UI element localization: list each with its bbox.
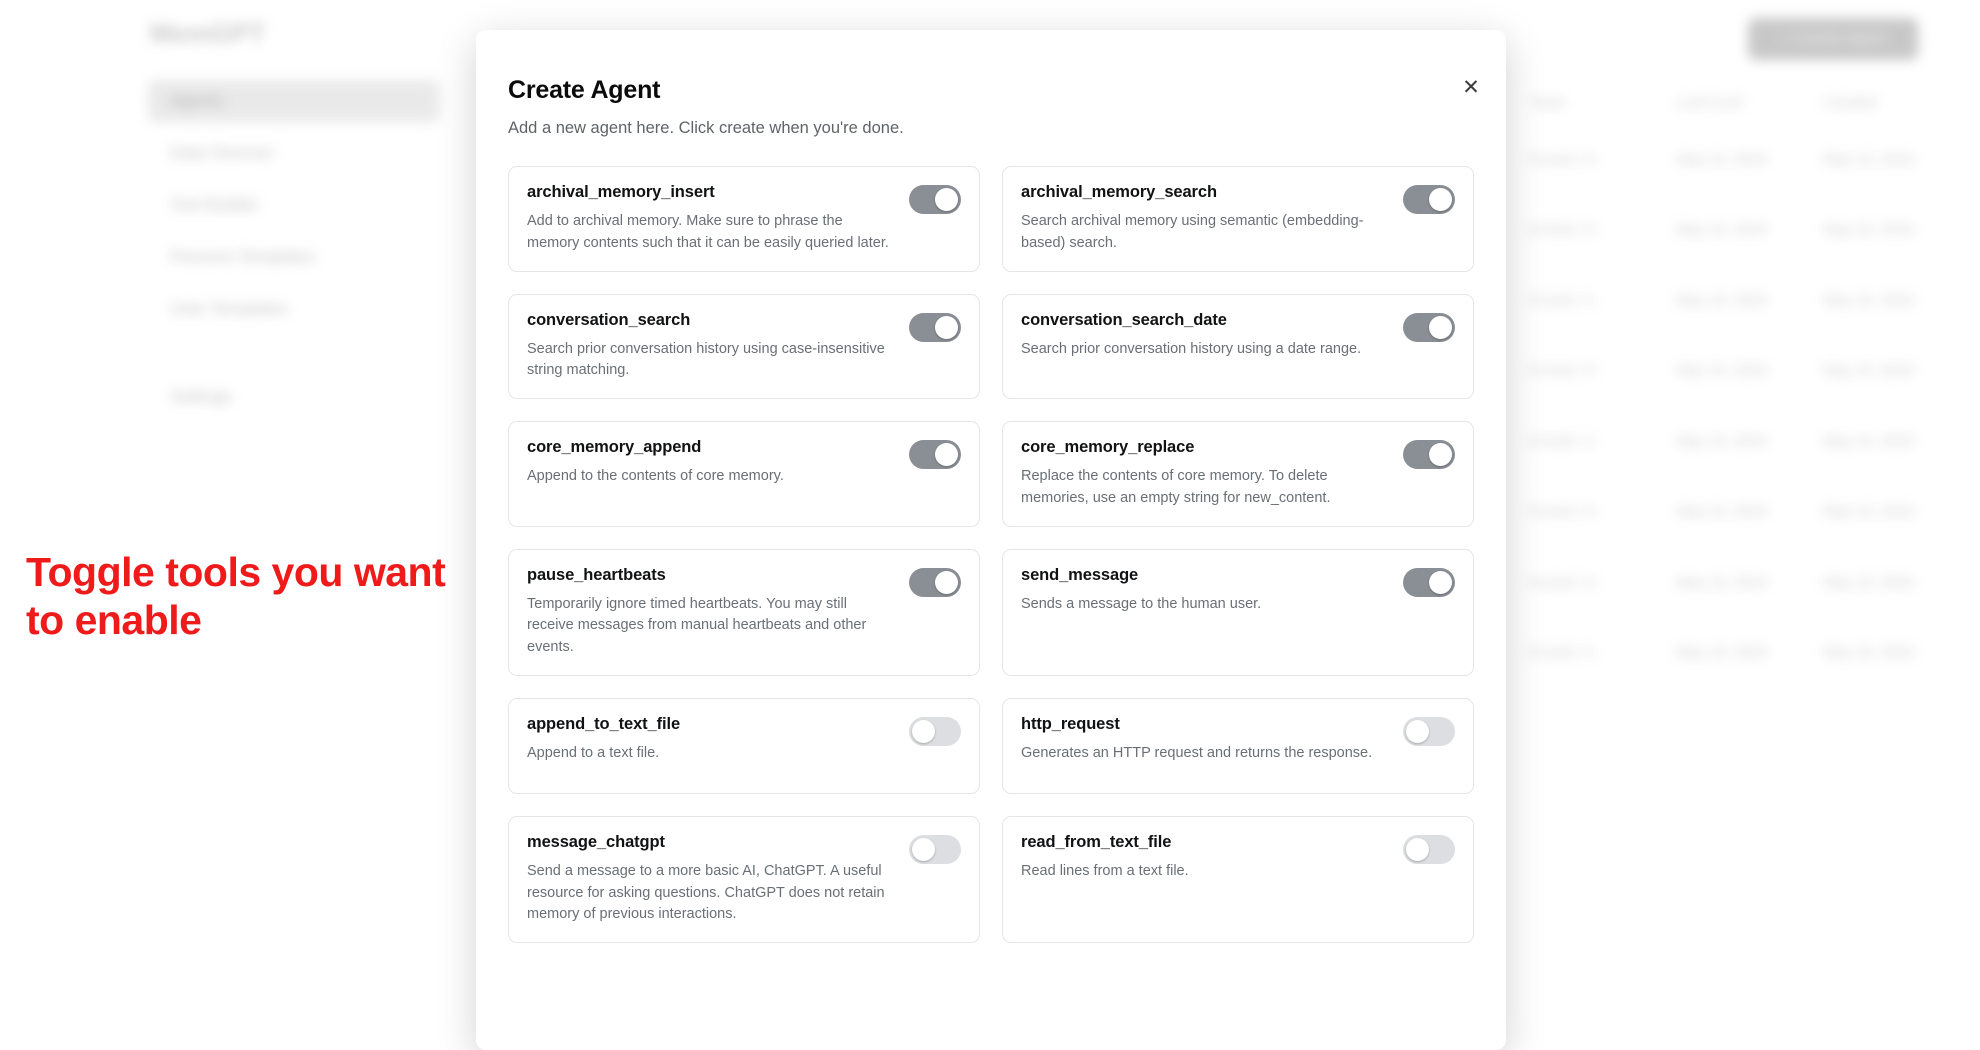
tool-name: conversation_search_date — [1021, 310, 1227, 329]
tool-name: append_to_text_file — [527, 714, 681, 733]
cell-tools: 8 tools / 1 — [1530, 432, 1596, 450]
tool-card-read-from-text-file — [1002, 816, 1474, 943]
tool-toggle-archival-memory-search[interactable] — [1403, 185, 1455, 214]
tool-toggle-http-request[interactable] — [1403, 717, 1455, 746]
tool-toggle-archival-memory-insert[interactable] — [909, 185, 961, 214]
tool-name: http_request — [1021, 714, 1120, 733]
create-agent-button[interactable]: + Create Agent — [1748, 18, 1918, 60]
table-row[interactable] — [1530, 642, 1930, 665]
tool-description: Search archival memory using semantic (embedding-based) search. — [1021, 213, 1364, 251]
sidebar-item-data-sources[interactable]: Data Sources — [170, 143, 273, 162]
tool-name: archival_memory_search — [1021, 183, 1217, 201]
cell-tools: 8 tools / 1 — [1530, 291, 1596, 309]
cell-llm-conf: May 10, 2024 — [1676, 291, 1768, 309]
cell-created: May 10, 2024 — [1823, 362, 1915, 379]
cell-tools: 8 tools / 0 — [1530, 362, 1596, 379]
sidebar-item-agents[interactable]: Agents — [148, 80, 440, 122]
sidebar-item-tool-builder[interactable]: Tool Builder — [170, 195, 259, 214]
column-header-llm-conf: LLM Conf. — [1676, 94, 1746, 111]
tool-description: Append to the contents of core memory. — [527, 468, 784, 484]
tool-name: core_memory_append — [527, 438, 702, 456]
tool-description: Search prior conversation history using case-insensitive string matching. — [527, 340, 885, 379]
tool-name: message_chatgpt — [527, 832, 665, 851]
tool-description: Replace the contents of core memory. To delete memories, use an empty string for new_content. — [1021, 468, 1331, 506]
tool-toggle-read-from-text-file[interactable] — [1403, 835, 1455, 864]
tool-toggle-core-memory-append[interactable] — [909, 440, 961, 469]
sidebar — [148, 80, 440, 428]
tool-list — [508, 166, 1474, 943]
annotation-text: Toggle tools you want to enable — [26, 549, 446, 644]
tool-toggle-conversation-search-date[interactable] — [1403, 313, 1455, 342]
table-row[interactable] — [1530, 219, 1930, 242]
cell-tools: 8 tools / 0 — [1530, 221, 1596, 238]
table-row[interactable] — [1530, 431, 1930, 454]
tool-description: Sends a message to the human user. — [1021, 595, 1262, 612]
agents-table — [1530, 92, 1930, 713]
tool-card-core-memory-append — [508, 421, 980, 527]
cell-tools: 8 tools / 1 — [1530, 644, 1596, 661]
sidebar-item-user-templates[interactable]: User Templates — [170, 299, 288, 318]
cell-tools: 8 tools / 0 — [1530, 503, 1596, 520]
tool-toggle-send-message[interactable] — [1403, 568, 1455, 597]
cell-llm-conf: May 10, 2024 — [1676, 150, 1768, 168]
app-logo: MemGPT — [150, 18, 266, 48]
cell-created: May 10, 2024 — [1823, 432, 1915, 450]
tool-card-http-request — [1002, 698, 1474, 794]
page-title: Create Agent — [508, 76, 661, 104]
tool-toggle-message-chatgpt[interactable] — [909, 835, 961, 864]
tool-name: pause_heartbeats — [527, 565, 666, 584]
tool-description: Search prior conversation history using a date range. — [1021, 340, 1362, 357]
tool-description: Temporarily ignore timed heartbeats. You may still receive messages from manual heartbeats and other events. — [527, 595, 867, 655]
modal-subtitle: Add a new agent here. Click create when you're done. — [508, 119, 904, 137]
tool-card-message-chatgpt — [508, 816, 980, 943]
column-header-tools: Tools — [1530, 94, 1566, 111]
table-row[interactable] — [1530, 149, 1930, 172]
table-row[interactable] — [1530, 360, 1930, 383]
tool-card-conversation-search-date — [1002, 294, 1474, 400]
cell-llm-conf: May 10, 2024 — [1676, 432, 1768, 450]
cell-tools: 8 tools / 0 — [1530, 573, 1596, 591]
tool-description: Generates an HTTP request and returns the response. — [1021, 744, 1373, 761]
table-row[interactable] — [1530, 290, 1930, 313]
tool-card-archival-memory-insert — [508, 166, 980, 272]
tool-card-append-to-text-file — [508, 698, 980, 794]
table-row[interactable] — [1530, 572, 1930, 595]
cell-llm-conf: May 10, 2024 — [1676, 503, 1768, 520]
tool-card-archival-memory-search — [1002, 166, 1474, 272]
tool-name: read_from_text_file — [1021, 832, 1172, 851]
cell-llm-conf: May 10, 2024 — [1676, 644, 1768, 661]
cell-created: May 10, 2024 — [1823, 291, 1915, 309]
tool-toggle-conversation-search[interactable] — [909, 313, 961, 342]
tool-toggle-append-to-text-file[interactable] — [909, 717, 961, 746]
tool-toggle-pause-heartbeats[interactable] — [909, 568, 961, 597]
create-agent-modal — [476, 30, 1506, 1050]
cell-tools: 8 tools / 0 — [1530, 150, 1596, 168]
tool-description: Append to a text file. — [527, 744, 660, 761]
tool-name: conversation_search — [527, 310, 691, 329]
cell-created: May 10, 2024 — [1823, 644, 1915, 661]
cell-created: May 10, 2024 — [1823, 221, 1915, 238]
tool-name: send_message — [1021, 565, 1139, 584]
cell-created: May 10, 2024 — [1823, 150, 1915, 168]
cell-created: May 10, 2024 — [1823, 573, 1915, 591]
cell-created: May 10, 2024 — [1823, 503, 1915, 520]
tool-description: Add to archival memory. Make sure to phrase the memory contents such that it can be easily queried later. — [527, 213, 889, 251]
tool-name: archival_memory_insert — [527, 183, 715, 201]
sidebar-item-persona-templates[interactable]: Persona Templates — [170, 247, 316, 266]
table-header-row — [1530, 92, 1930, 115]
tool-card-send-message — [1002, 549, 1474, 676]
sidebar-item-settings[interactable]: Settings — [170, 387, 232, 406]
tool-description: Read lines from a text file. — [1021, 862, 1189, 879]
cell-llm-conf: May 10, 2024 — [1676, 573, 1768, 591]
tool-card-core-memory-replace — [1002, 421, 1474, 527]
tool-card-pause-heartbeats — [508, 549, 980, 676]
table-row[interactable] — [1530, 501, 1930, 524]
close-icon[interactable]: ✕ — [1458, 74, 1484, 100]
tool-toggle-core-memory-replace[interactable] — [1403, 440, 1455, 469]
tool-description: Send a message to a more basic AI, ChatGPT. A useful resource for asking questions. ChatGPT does not retain memory of previous interactions. — [527, 862, 885, 923]
tool-name: core_memory_replace — [1021, 438, 1195, 456]
cell-llm-conf: May 10, 2024 — [1676, 221, 1768, 238]
tool-card-conversation-search — [508, 294, 980, 400]
cell-llm-conf: May 10, 2024 — [1676, 362, 1768, 379]
column-header-created: Created — [1823, 94, 1877, 111]
